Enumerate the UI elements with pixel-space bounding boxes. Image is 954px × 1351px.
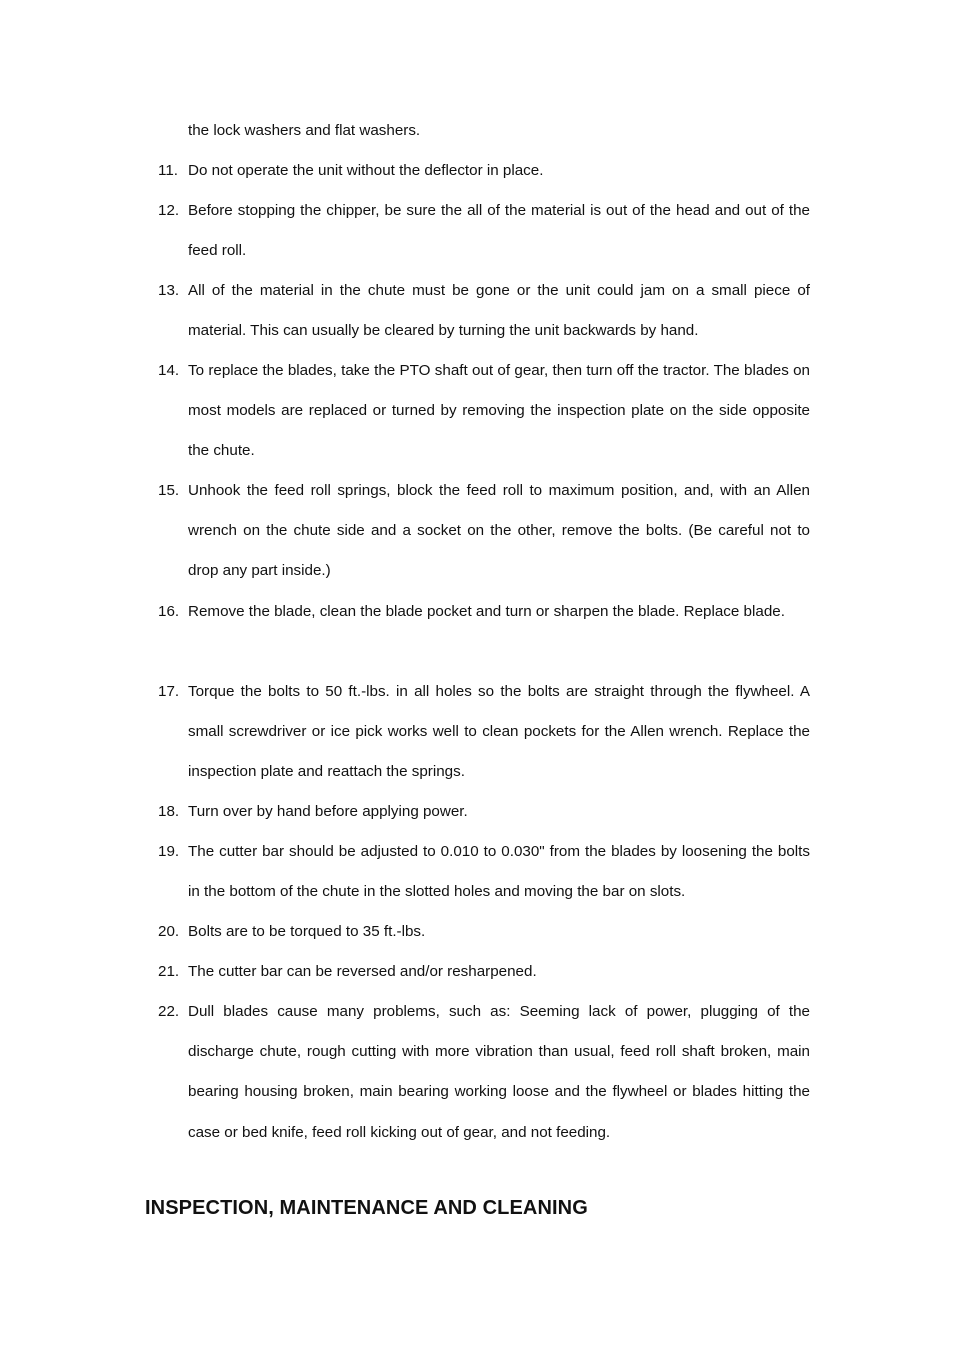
list-item-number: 18. bbox=[158, 803, 180, 820]
section-heading: INSPECTION, MAINTENANCE AND CLEANING bbox=[145, 1197, 588, 1219]
list-item-text: Turn over by hand before applying power. bbox=[188, 803, 468, 820]
list-item-number: 19. bbox=[158, 843, 180, 860]
list-item-18 bbox=[158, 792, 810, 832]
list-item-13 bbox=[158, 271, 810, 351]
list-item-text: Dull blades cause many problems, such as: Seeming lack of power, plugging of the discharge chute, rough cutting with more vibration than usual, feed roll shaft broken, main bearing housing broken, main bearing working loose and the flywheel or blades hitting the case or bed knife, feed roll kicking out of gear, and not feeding. bbox=[188, 1003, 810, 1141]
list-item-text: All of the material in the chute must be gone or the unit could jam on a small piece of material. This can usually be cleared by turning the unit backwards by hand. bbox=[188, 282, 810, 340]
list-item-11 bbox=[158, 151, 810, 191]
list-item-16 bbox=[158, 592, 810, 632]
list-item-text: the lock washers and flat washers. bbox=[188, 122, 421, 139]
list-item-text: Do not operate the unit without the deflector in place. bbox=[188, 162, 544, 179]
list-item-text: Before stopping the chipper, be sure the all of the material is out of the head and out of the feed roll. bbox=[188, 202, 810, 260]
list-item-number: 12. bbox=[158, 202, 180, 219]
list-item-continuation bbox=[158, 111, 810, 151]
list-item-number: 11. bbox=[158, 162, 178, 179]
list-item-text: To replace the blades, take the PTO shaft out of gear, then turn off the tractor. The blades on most models are replaced or turned by removing the inspection plate on the side opposite the chute. bbox=[188, 362, 810, 460]
list-item-number: 16. bbox=[158, 603, 180, 620]
list-item-number: 21. bbox=[158, 963, 180, 980]
list-item-number: 13. bbox=[158, 282, 180, 299]
list-item-text: Remove the blade, clean the blade pocket and turn or sharpen the blade. Replace blade. bbox=[188, 603, 785, 620]
list-item-text: The cutter bar should be adjusted to 0.010 to 0.030" from the blades by loosening the bolts in the bottom of the chute in the slotted holes and moving the bar on slots. bbox=[188, 843, 810, 901]
list-item-21 bbox=[158, 952, 810, 992]
list-item-number: 15. bbox=[158, 482, 180, 499]
list-item-22 bbox=[158, 992, 810, 1153]
list-item-number: 14. bbox=[158, 362, 180, 379]
list-item-19 bbox=[158, 832, 810, 912]
list-item-17 bbox=[158, 672, 810, 793]
list-item-number: 20. bbox=[158, 923, 180, 940]
list-item-20 bbox=[158, 912, 810, 952]
list-item-15 bbox=[158, 471, 810, 592]
list-item-text: Bolts are to be torqued to 35 ft.-lbs. bbox=[188, 923, 426, 940]
list-item-text: Torque the bolts to 50 ft.-lbs. in all holes so the bolts are straight through the flywheel. A small screwdriver or ice pick works well to clean pockets for the Allen wrench. Replace the inspection plate and reattach the springs. bbox=[188, 683, 810, 781]
list-item-number: 17. bbox=[158, 683, 180, 700]
list-item-number: 22. bbox=[158, 1003, 180, 1020]
list-item-text: Unhook the feed roll springs, block the feed roll to maximum position, and, with an Allen wrench on the chute side and a socket on the other, remove the bolts. (Be careful not to drop any part inside.) bbox=[188, 482, 810, 580]
list-item-12 bbox=[158, 191, 810, 271]
list-item-text: The cutter bar can be reversed and/or resharpened. bbox=[188, 963, 537, 980]
list-item-14 bbox=[158, 351, 810, 472]
